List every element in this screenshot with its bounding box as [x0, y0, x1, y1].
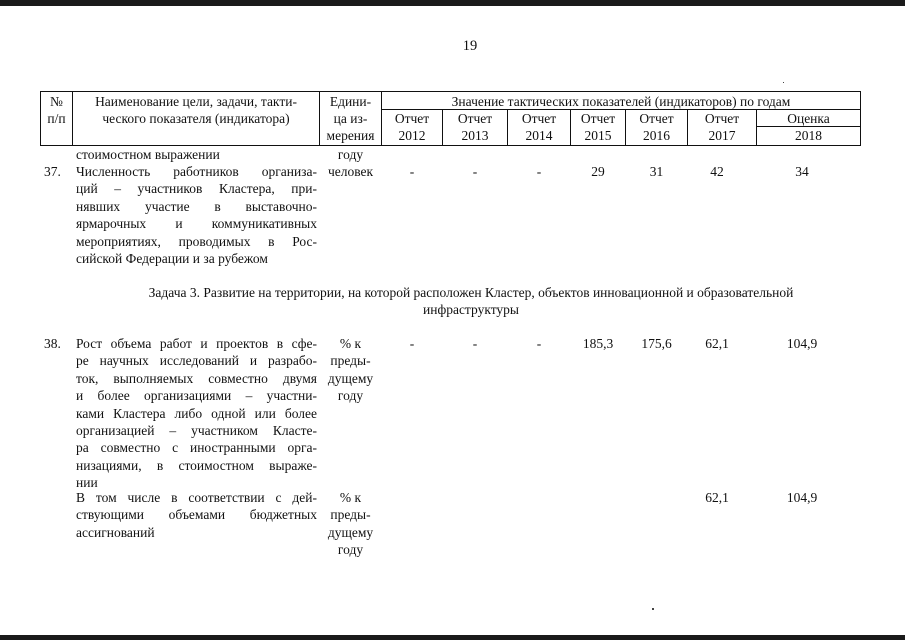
task-3-heading: Задача 3. Развитие на территории, на которой расположен Кластер, объектов инновационной и образовательной инфраструктуры — [148, 285, 794, 317]
value-2015: 29 — [591, 164, 605, 179]
header-unit: ца из- — [333, 111, 368, 126]
header-year-label: Отчет — [580, 111, 616, 126]
header-year: 2016 — [643, 128, 670, 143]
header-year-label: Отчет — [457, 111, 493, 126]
header-year-label: Отчет — [704, 111, 740, 126]
header-year-label: Отчет — [521, 111, 557, 126]
value-2018: 34 — [795, 164, 809, 179]
scan-bottom-edge — [0, 635, 905, 640]
header-year: 2017 — [708, 128, 736, 143]
header-unit: Едини- — [329, 94, 372, 109]
row-unit: человек — [327, 164, 374, 179]
header-year: 2013 — [461, 128, 489, 143]
value-2018: 104,9 — [786, 336, 818, 351]
header-name: ческого показателя (индикатора) — [102, 111, 290, 126]
header-year: 2012 — [398, 128, 426, 143]
row-name: В том числе в соответствии с дей- ствующими объемами бюджетных ассигнований — [76, 490, 317, 540]
value-2013: - — [472, 336, 478, 351]
header-num: п/п — [47, 111, 66, 126]
value-2014: - — [536, 164, 542, 179]
row-unit: % к преды- дущему году — [327, 336, 374, 404]
value-2018: 104,9 — [786, 490, 818, 505]
header-year-label: Отчет — [639, 111, 674, 126]
page-number: 19 — [462, 38, 478, 54]
header-values-title: Значение тактических показателей (индикаторов) по годам — [451, 94, 791, 109]
header-year-label: Оценка — [787, 111, 830, 126]
value-2012: - — [409, 164, 415, 179]
header-year: 2014 — [525, 128, 553, 143]
value-2017: 62,1 — [705, 490, 729, 505]
row-number: 38. — [44, 336, 61, 351]
scan-top-edge — [0, 0, 905, 6]
value-2016: 175,6 — [641, 336, 672, 351]
value-2017: 62,1 — [705, 336, 729, 351]
value-2012: - — [409, 336, 415, 351]
value-2013: - — [472, 164, 478, 179]
row-name: Численность работников организа- ций – участников Кластера, при- нявших участие в выставочно- ярмарочных и коммуникативных мероприятиях, проводимых в Рос- сийской Федерации и за рубежом — [76, 164, 317, 267]
header-year: 2015 — [584, 128, 612, 143]
row-name: Рост объема работ и проектов в сфе- ре научных исследований и разрабо- ток, выполняемых совместно двумя и более организациями – участни- ками Кластера либо одной или более организацией – участником Класте- ра совместно с иностранными орга- низациями, в стоимостном выраже- нии — [76, 336, 317, 491]
scan-speck — [652, 608, 654, 610]
value-2015: 185,3 — [582, 336, 614, 351]
continuation-name: стоимостном выражении — [76, 147, 220, 162]
col-rule — [860, 91, 861, 146]
table-top-border — [40, 91, 860, 92]
header-year-label: Отчет — [394, 111, 430, 126]
row-number: 37. — [44, 164, 61, 179]
scan-speck — [783, 82, 784, 83]
continuation-unit: году — [337, 147, 364, 162]
header-num: № — [50, 94, 63, 109]
header-unit: мерения — [326, 128, 375, 143]
value-2017: 42 — [710, 164, 724, 179]
header-year: 2018 — [795, 128, 822, 143]
header-name: Наименование цели, задачи, такти- — [95, 94, 297, 109]
value-2014: - — [536, 336, 542, 351]
row-unit: % к преды- дущему году — [327, 490, 374, 558]
value-2016: 31 — [649, 164, 664, 179]
